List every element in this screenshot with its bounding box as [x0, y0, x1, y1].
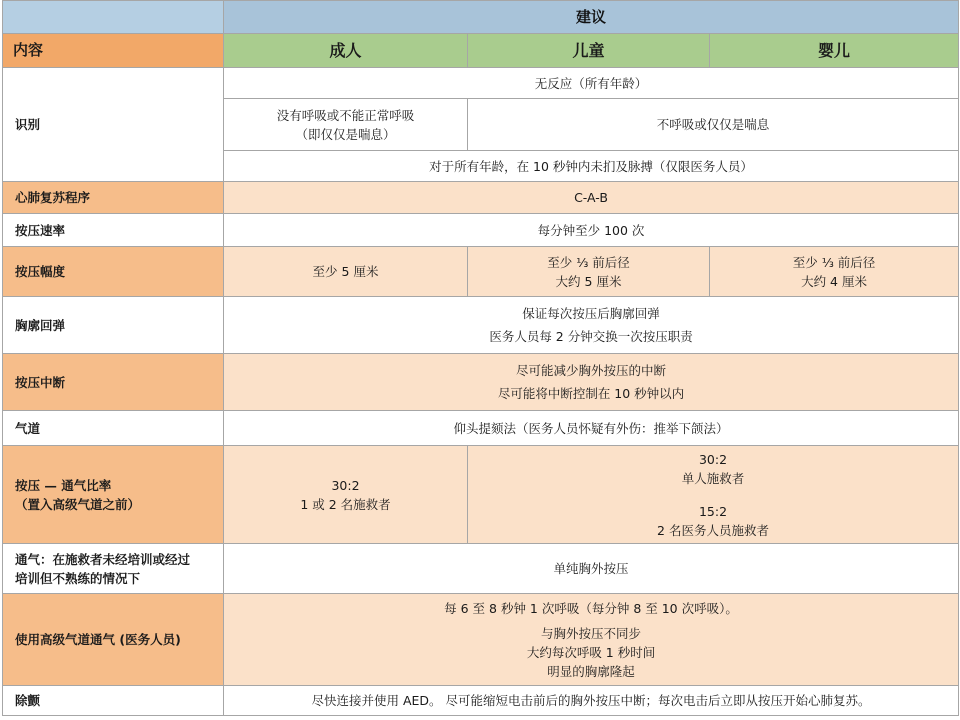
ratio-adult: [224, 446, 468, 544]
ratio-label-line2: （置入高级气道之前）: [15, 496, 141, 512]
ratio-ci-line4: 2 名医务人员施救者: [657, 522, 769, 538]
row-label-recognition: 识别: [3, 68, 224, 182]
ratio-adult-line1: 30:2: [331, 477, 360, 493]
rate-value: 每分钟至少 100 次: [224, 214, 959, 247]
row-label-recoil: 胸廓回弹: [3, 297, 224, 354]
depth-child-line2: 大约 5 厘米: [555, 273, 622, 289]
header-blank-cell: [3, 1, 224, 34]
depth-infant: [710, 247, 959, 297]
untrained-value: 单纯胸外按压: [224, 544, 959, 594]
row-label-rate: 按压速率: [3, 214, 224, 247]
row-label-defib: 除颤: [3, 686, 224, 716]
ratio-ci-line1: 30:2: [698, 451, 728, 467]
row-label-ratio: [3, 446, 224, 544]
ratio-ci-line3: 15:2: [698, 503, 728, 519]
interruption-line2: 尽可能将中断控制在 10 秒钟以内: [497, 386, 685, 401]
recoil-line1: 保证每次按压后胸廓回弹: [522, 306, 660, 321]
depth-child-line1: 至少 ⅓ 前后径: [547, 254, 630, 270]
recoil-value: [224, 297, 959, 354]
row-label-untrained: [3, 544, 224, 594]
ratio-adult-line2: 1 或 2 名施救者: [300, 496, 391, 512]
depth-child: [468, 247, 710, 297]
untrained-label-line2: 培训但不熟练的情况下: [15, 570, 141, 586]
depth-infant-line1: 至少 ⅓ 前后径: [792, 254, 876, 270]
recognition-adult-line2: （即仅仅是喘息）: [295, 126, 396, 142]
recoil-line2: 医务人员每 2 分钟交换一次按压职责: [489, 329, 693, 344]
row-label-airway: 气道: [3, 411, 224, 446]
ratio-ci-gap: [468, 488, 958, 502]
header-content: 内容: [3, 34, 224, 68]
header-infant: 婴儿: [710, 34, 959, 68]
airway-value: 仰头提颏法（医务人员怀疑有外伤：推举下颌法）: [224, 411, 959, 446]
ratio-child-infant: [468, 446, 959, 544]
advanced-line2: 与胸外按压不同步: [541, 625, 642, 641]
row-label-depth: 按压幅度: [3, 247, 224, 297]
advanced-line3: 大约每次呼吸 1 秒时间: [526, 644, 656, 660]
cpr-guideline-table: [2, 0, 959, 716]
recognition-adult: [224, 99, 468, 151]
sequence-value: C-A-B: [224, 182, 959, 214]
header-adult: 成人: [224, 34, 468, 68]
advanced-line4: 明显的胸廓隆起: [547, 663, 635, 679]
row-label-sequence: 心肺复苏程序: [3, 182, 224, 214]
recognition-adult-line1: 没有呼吸或不能正常呼吸: [276, 107, 415, 123]
depth-adult: 至少 5 厘米: [224, 247, 468, 297]
interruption-line1: 尽可能减少胸外按压的中断: [516, 363, 667, 378]
row-label-advanced: 使用高级气道通气 (医务人员): [3, 594, 224, 686]
recognition-pulse: 对于所有年龄，在 10 秒钟内未扪及脉搏（仅限医务人员）: [224, 151, 959, 182]
ratio-ci-line2: 单人施救者: [681, 470, 745, 486]
row-label-interruption: 按压中断: [3, 354, 224, 411]
advanced-value: [224, 594, 959, 686]
advanced-line1: 每 6 至 8 秒钟 1 次呼吸（每分钟 8 至 10 次呼吸）。: [444, 600, 738, 616]
header-child: 儿童: [468, 34, 710, 68]
recognition-unresponsive: 无反应（所有年龄）: [224, 68, 959, 99]
recognition-child-infant: 不呼吸或仅仅是喘息: [468, 99, 959, 151]
defib-value: 尽快连接并使用 AED。 尽可能缩短电击前后的胸外按压中断；每次电击后立即从按压开始心肺复苏。: [224, 686, 959, 716]
ratio-label-line1: 按压 — 通气比率: [15, 477, 112, 493]
header-recommendations: 建议: [224, 1, 959, 34]
depth-infant-line2: 大约 4 厘米: [801, 273, 867, 289]
untrained-label-line1: 通气：在施救者未经培训或经过: [15, 551, 191, 567]
interruption-value: [224, 354, 959, 411]
